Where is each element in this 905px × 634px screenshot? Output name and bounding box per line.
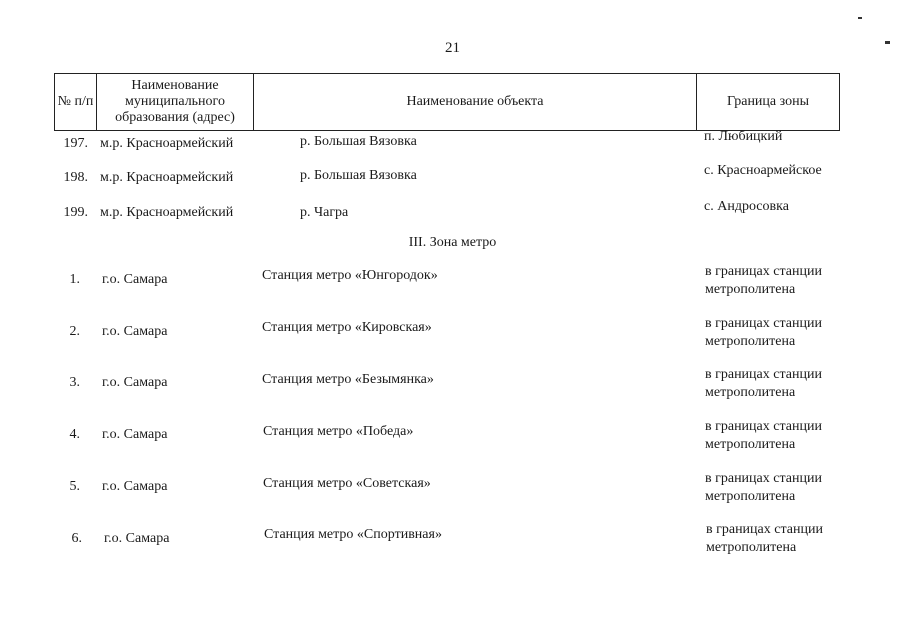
row-num: 5.	[69, 479, 80, 494]
row-object: Станция метро «Кировская»	[262, 320, 432, 335]
row-boundary-line2: метрополитена	[705, 437, 796, 452]
row-municipality: г.о. Самара	[102, 479, 168, 494]
row-num: 6.	[71, 531, 82, 546]
scan-mark	[858, 17, 862, 19]
row-num: 197.	[63, 136, 88, 151]
row-boundary-line1: в границах станции	[705, 419, 822, 434]
row-boundary-line2: метрополитена	[705, 385, 796, 400]
header-num: № п/п	[55, 74, 97, 130]
row-object: Станция метро «Победа»	[263, 424, 414, 439]
row-object: Станция метро «Спортивная»	[264, 527, 442, 542]
row-object: р. Большая Вязовка	[300, 168, 417, 183]
table-header	[54, 73, 840, 131]
row-object: р. Чагра	[300, 205, 349, 220]
row-boundary-line1: в границах станции	[706, 522, 823, 537]
row-boundary: п. Любицкий	[704, 129, 783, 144]
row-municipality: г.о. Самара	[102, 324, 168, 339]
row-municipality: г.о. Самара	[102, 375, 168, 390]
row-boundary-line2: метрополитена	[706, 540, 797, 555]
row-boundary-line1: в границах станции	[705, 367, 822, 382]
row-municipality: м.р. Красноармейский	[100, 170, 234, 185]
row-object: Станция метро «Советская»	[263, 476, 431, 491]
row-municipality: м.р. Красноармейский	[100, 205, 234, 220]
row-object: Станция метро «Безымянка»	[262, 372, 434, 387]
row-object: Станция метро «Юнгородок»	[262, 268, 438, 283]
row-municipality: г.о. Самара	[104, 531, 170, 546]
row-municipality: м.р. Красноармейский	[100, 136, 234, 151]
page-number: 21	[445, 40, 460, 56]
header-object: Наименование объекта	[254, 74, 697, 130]
row-boundary: с. Андросовка	[704, 199, 789, 214]
row-num: 198.	[63, 170, 88, 185]
row-boundary-line1: в границах станции	[705, 264, 822, 279]
header-municipality: Наименование муниципального образования (адрес)	[97, 74, 254, 130]
row-municipality: г.о. Самара	[102, 427, 168, 442]
row-boundary-line1: в границах станции	[705, 316, 822, 331]
row-num: 3.	[69, 375, 80, 390]
header-boundary: Граница зоны	[727, 94, 809, 109]
row-object: р. Большая Вязовка	[300, 134, 417, 149]
row-num: 1.	[69, 272, 80, 287]
row-num: 2.	[69, 324, 80, 339]
row-num: 4.	[69, 427, 80, 442]
row-municipality: г.о. Самара	[102, 272, 168, 287]
row-boundary-line2: метрополитена	[705, 489, 796, 504]
row-boundary-line2: метрополитена	[705, 334, 796, 349]
row-num: 199.	[63, 205, 88, 220]
row-boundary-line1: в границах станции	[705, 471, 822, 486]
row-boundary-line2: метрополитена	[705, 282, 796, 297]
row-boundary: с. Красноармейское	[704, 163, 822, 178]
section-title: III. Зона метро	[408, 235, 497, 250]
